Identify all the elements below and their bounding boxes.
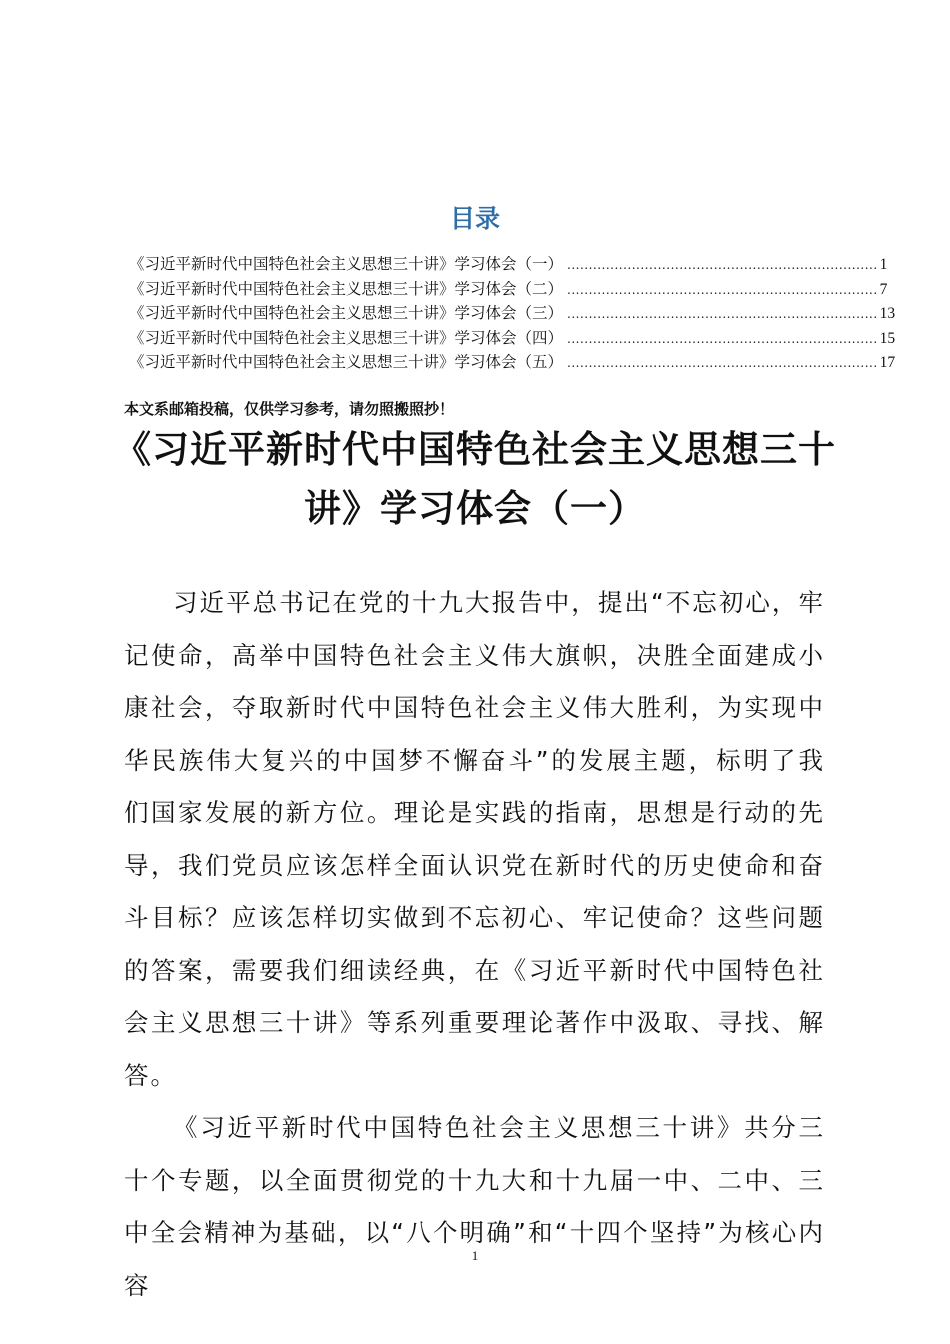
toc-entry-title: 《习近平新时代中国特色社会主义思想三十讲》学习体会（二）: [129, 279, 564, 298]
article-body: [124, 577, 825, 1312]
toc-entry-page: 7: [879, 280, 888, 298]
article-heading: 《习近平新时代中国特色社会主义思想三十讲》学习体会（一）: [114, 427, 836, 530]
toc-entry-page: 17: [879, 354, 896, 372]
table-of-contents: [129, 252, 896, 375]
paragraph: 习近平总书记在党的十九大报告中，提出“不忘初心，牢记使命，高举中国特色社会主义伟大旗帜，决胜全面建成小康社会，夺取新时代中国特色社会主义伟大胜利，为实现中华民族伟大复兴的中国梦不懈奋斗”的发展主题，标明了我们国家发展的新方位。理论是实践的指南，思想是行动的先导，我们党员应该怎样全面认识党在新时代的历史使命和奋斗目标？应该怎样切实做到不忘初心、牢记使命？这些问题的答案，需要我们细读经典，在《习近平新时代中国特色社会主义思想三十讲》等系列重要理论著作中汲取、寻找、解答。: [124, 588, 825, 1090]
toc-entry[interactable]: [129, 301, 896, 326]
toc-leader-dots: ........................................................................: [567, 331, 878, 346]
toc-entry-title: 《习近平新时代中国特色社会主义思想三十讲》学习体会（四）: [129, 328, 564, 347]
toc-entry[interactable]: [129, 350, 896, 375]
toc-entry-page: 1: [879, 256, 888, 273]
submission-notice: 本文系邮箱投稿，仅供学习参考，请勿照搬照抄！: [124, 400, 455, 418]
page-number: 1: [471, 1248, 479, 1263]
toc-leader-dots: ........................................................................: [567, 282, 878, 297]
paragraph: 《习近平新时代中国特色社会主义思想三十讲》共分三十个专题，以全面贯彻党的十九大和十九届一中、二中、三中全会精神为基础，以“八个明确”和“十四个坚持”为核心内容: [124, 1113, 825, 1300]
toc-leader-dots: ........................................................................: [567, 307, 878, 322]
toc-leader-dots: ........................................................................: [567, 356, 878, 371]
toc-entry-page: 13: [879, 305, 896, 323]
toc-entry-title: 《习近平新时代中国特色社会主义思想三十讲》学习体会（五）: [129, 353, 564, 372]
toc-entry-title: 《习近平新时代中国特色社会主义思想三十讲》学习体会（一）: [129, 255, 564, 273]
toc-entry[interactable]: [129, 252, 888, 277]
toc-entry-title: 《习近平新时代中国特色社会主义思想三十讲》学习体会（三）: [129, 304, 564, 323]
toc-entry-page: 15: [879, 329, 896, 347]
toc-entry[interactable]: [129, 277, 888, 302]
toc-title: 目录: [449, 204, 500, 233]
toc-entry[interactable]: [129, 326, 896, 351]
toc-leader-dots: ........................................................................: [567, 258, 878, 272]
